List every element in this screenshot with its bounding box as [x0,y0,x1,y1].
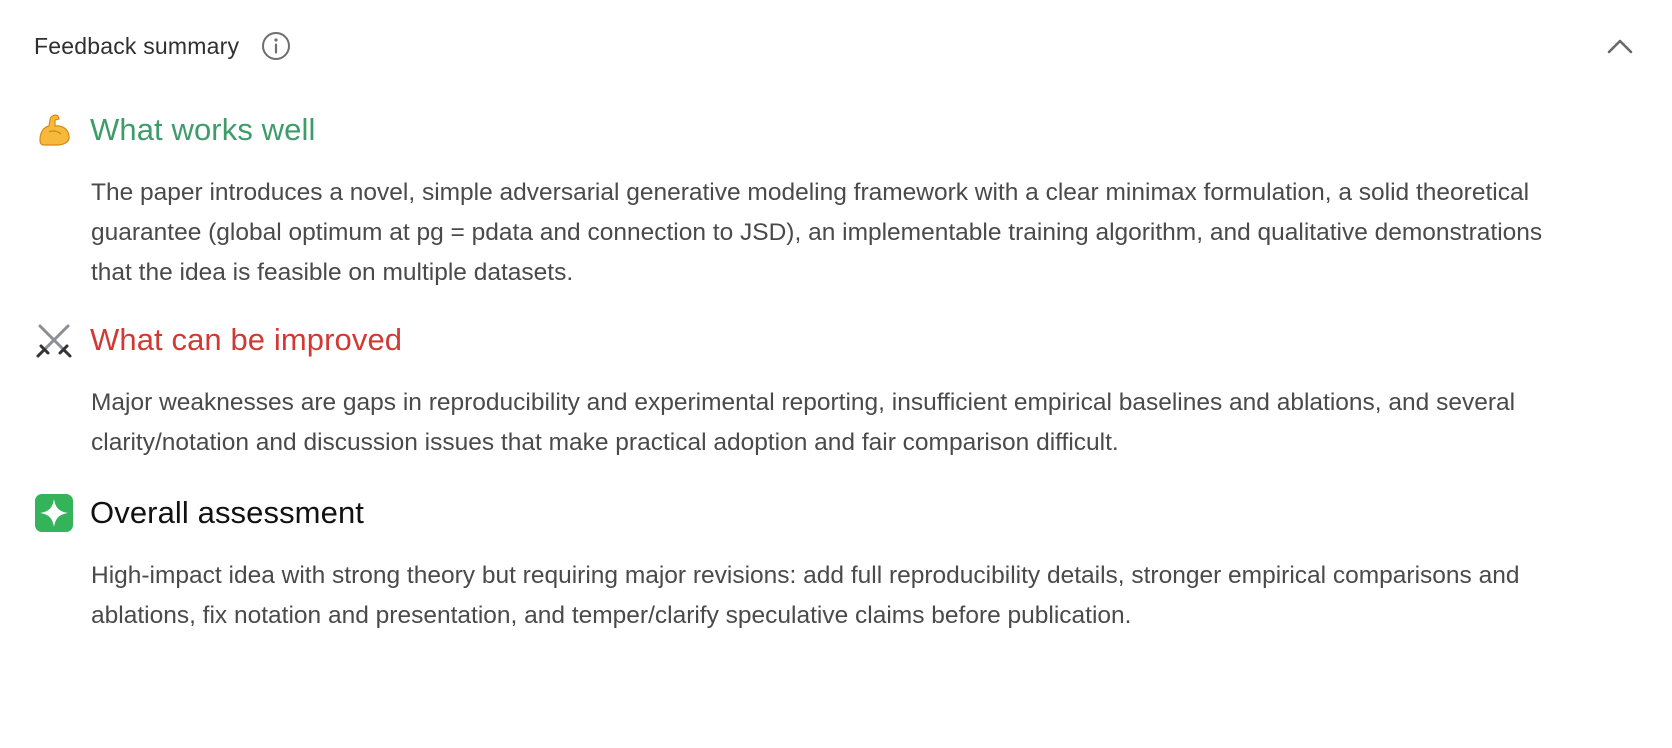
section-body: High-impact idea with strong theory but requiring major revisions: add full reproducibility details, stronger empirical comparisons and ablations, fix notation and presentation, and temper/clarify speculative claims before publication. [91,562,1520,629]
section-body: The paper introduces a novel, simple adversarial generative modeling framework with a clear minimax formulation, a solid theoretical guarantee (global optimum at pg = pdata and connection to JSD), an implementable training algorithm, and qualitative demonstrations that the idea is feasible on multiple datasets. [91,179,1543,286]
flexed-biceps-icon [34,110,74,150]
section-title: What works well [90,112,316,147]
section-header [34,105,1638,155]
crossed-swords-icon [34,320,74,360]
section-overall-assessment [34,488,1638,636]
section-title: What can be improved [90,322,403,357]
section-what-can-be-improved [34,315,1638,463]
panel-header [34,26,1638,66]
sparkles-icon [34,493,74,533]
chevron-up-icon [1606,37,1634,60]
section-body: Major weaknesses are gaps in reproducibility and experimental reporting, insufficient empirical baselines and ablations, and several clarity/notation and discussion issues that make practical adoption and fair comparison difficult. [91,389,1516,456]
section-what-works-well [34,105,1638,293]
panel-title: Feedback summary [34,32,240,59]
section-title: Overall assessment [90,495,365,530]
info-circle-icon[interactable] [261,31,291,61]
collapse-button[interactable] [1602,30,1638,66]
section-header [34,488,1638,538]
section-header [34,315,1638,365]
